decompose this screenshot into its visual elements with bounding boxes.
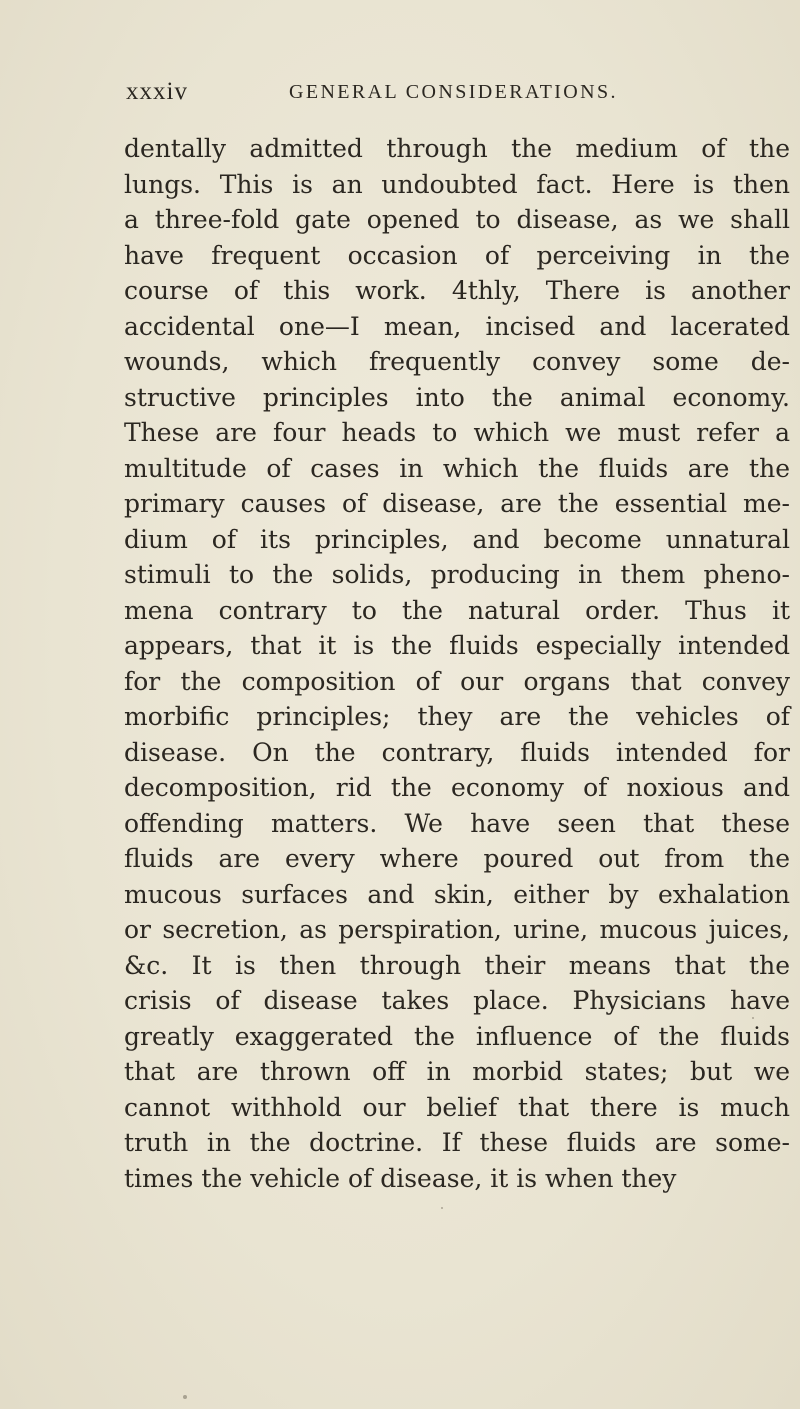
text-line: for the composition of our organs that convey [124, 666, 790, 696]
text-line: fluids are every where poured out from the [124, 844, 790, 873]
paper-speck [441, 1207, 443, 1209]
text-line: accidental one—I mean, incised and lacerated [124, 311, 790, 341]
text-line: dium of its principles, and become unnatural [124, 524, 790, 554]
text-line: lungs. This is an undoubted fact. Here is then [124, 169, 790, 199]
text-line: decomposition, rid the economy of noxious and [124, 773, 790, 802]
text-line: course of this work. 4thly, There is another [124, 276, 790, 305]
text-line: offending matters. We have seen that these [124, 808, 790, 838]
text-line: structive principles into the animal economy. [124, 382, 790, 412]
text-line: have frequent occasion of perceiving in the [124, 240, 790, 270]
body-text [124, 131, 790, 1196]
text-line: multitude of cases in which the fluids are the [124, 453, 790, 483]
text-line: These are four heads to which we must refer a [124, 418, 790, 447]
paper-speck [752, 1017, 754, 1019]
text-line: stimuli to the solids, producing in them pheno- [124, 560, 790, 589]
running-head [126, 78, 666, 112]
text-line: &c. It is then through their means that the [124, 950, 790, 980]
text-line: truth in the doctrine. If these fluids are some- [124, 1128, 790, 1157]
text-line: a three-fold gate opened to disease, as we shall [124, 205, 790, 234]
text-line: greatly exaggerated the influence of the fluids [124, 1021, 790, 1051]
text-line: dentally admitted through the medium of the [124, 134, 790, 163]
text-line: cannot withhold our belief that there is much [124, 1092, 790, 1122]
text-line: that are thrown off in morbid states; but we [124, 1057, 790, 1086]
text-line: wounds, which frequently convey some de- [124, 347, 790, 376]
text-line: disease. On the contrary, fluids intended for [124, 737, 790, 767]
text-line: mena contrary to the natural order. Thus it [124, 595, 790, 625]
text-line: times the vehicle of disease, it is when they [124, 1163, 677, 1193]
page-number: xxxiv [126, 78, 188, 105]
text-line: appears, that it is the fluids especially intended [124, 631, 790, 660]
paper-speck [183, 1395, 187, 1399]
text-line: mucous surfaces and skin, either by exhalation [124, 879, 790, 909]
text-line: crisis of disease takes place. Physicians have [124, 986, 790, 1015]
text-line: morbific principles; they are the vehicles of [124, 702, 790, 731]
running-title: GENERAL CONSIDERATIONS. [289, 81, 618, 103]
text-line: or secretion, as perspiration, urine, mucous juices, [124, 915, 790, 944]
text-line: primary causes of disease, are the essential me- [124, 489, 790, 518]
